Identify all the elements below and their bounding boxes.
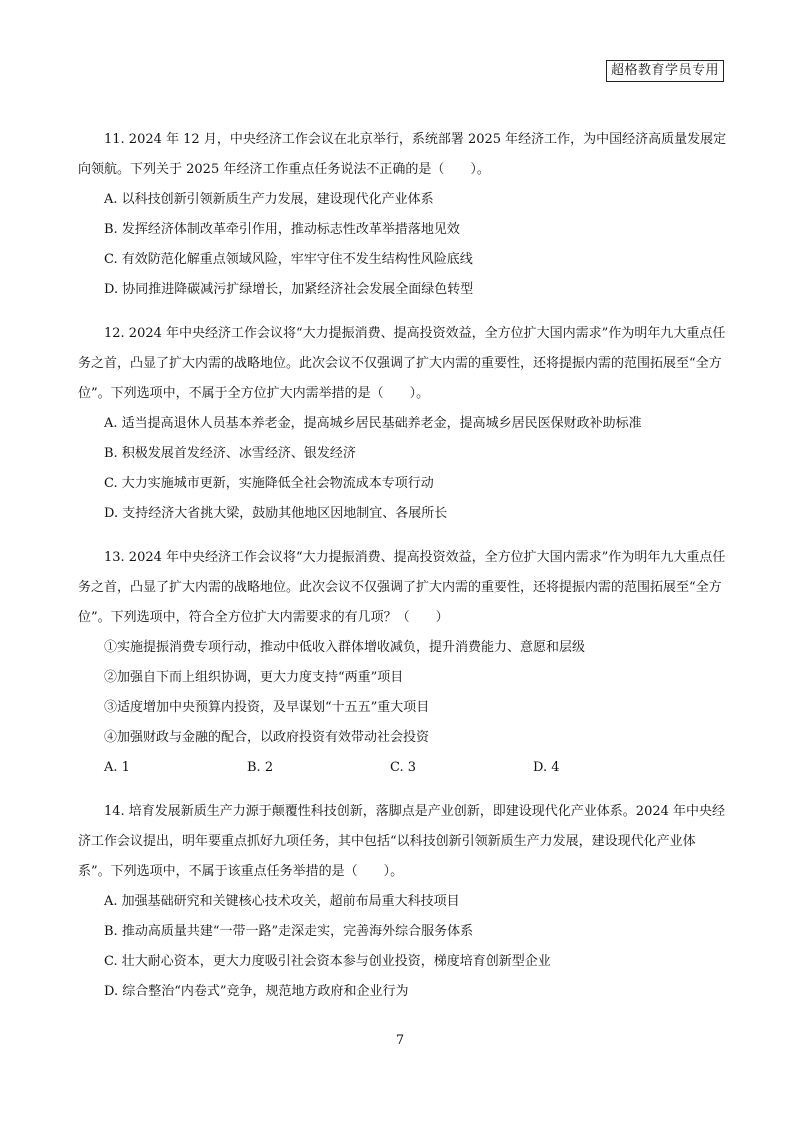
option-b: B. 推动高质量共建“一带一路”走深走实，完善海外综合服务体系 [104,924,474,939]
question-stem: 12. 2024 年中央经济工作会议将“大力提振消费、提高投资效益，全方位扩大国内需求”作为明年九大重点任务之首，凸显了扩大内需的战略地位。此次会议不仅强调了扩大内需的重要性，还将提振内需的范围拓展至“全方位”。下列选项中，不属于全方位扩大内需举措的是（ ）。 [78,326,726,401]
option-c: C. 有效防范化解重点领域风险，牢牢守住不发生结构性风险底线 [104,252,473,267]
option-d: D. 协同推进降碳减污扩绿增长，加紧经济社会发展全面绿色转型 [104,282,474,297]
option-a: A. 适当提高退休人员基本养老金，提高城乡居民基础养老金，提高城乡居民医保财政补助标准 [104,416,642,431]
statement-1: ①实施提振消费专项行动，推动中低收入群体增收减负，提升消费能力、意愿和层级 [104,640,586,655]
option-a: A. 1 [104,760,130,775]
options-row [78,753,728,783]
question-12 [78,319,728,529]
question-14 [78,797,728,1007]
statement-3: ③适度增加中央预算内投资，及早谋划“十五五”重大项目 [104,700,430,715]
option-d: D. 4 [533,760,560,775]
option-a: A. 以科技创新引领新质生产力发展，建设现代化产业体系 [104,192,434,207]
question-stem: 14. 培育发展新质生产力源于颠覆性科技创新，落脚点是产业创新，即建设现代化产业体系。2024 年中央经济工作会议提出，明年要重点抓好九项任务，其中包括“以科技创新引领新质生产力发展，建设现代化产业体系”。下列选项中，不属于该重点任务举措的是（ ）。 [78,804,726,879]
option-a: A. 加强基础研究和关键核心技术攻关，超前布局重大科技项目 [104,894,460,909]
option-c: C. 大力实施城市更新，实施降低全社会物流成本专项行动 [104,476,434,491]
option-b: B. 发挥经济体制改革牵引作用，推动标志性改革举措落地见效 [104,222,460,237]
header-badge: 超格教育学员专用 [606,60,724,82]
option-b: B. 积极发展首发经济、冰雪经济、银发经济 [104,446,356,461]
question-13 [78,543,728,783]
question-stem: 11. 2024 年 12 月，中央经济工作会议在北京举行，系统部署 2025 年经济工作，为中国经济高质量发展定向领航。下列关于 2025 年经济工作重点任务说法不正确的是（ ）。 [78,132,727,177]
statement-2: ②加强自下而上组织协调，更大力度支持“两重”项目 [104,670,404,685]
option-d: D. 支持经济大省挑大梁，鼓励其他地区因地制宜、各展所长 [104,506,448,521]
option-b: B. 2 [247,760,274,775]
option-d: D. 综合整治“内卷式”竞争，规范地方政府和企业行为 [104,984,409,999]
question-stem: 13. 2024 年中央经济工作会议将“大力提振消费、提高投资效益，全方位扩大国内需求”作为明年九大重点任务之首，凸显了扩大内需的战略地位。此次会议不仅强调了扩大内需的重要性，还将提振内需的范围拓展至“全方位”。下列选项中，符合全方位扩大内需要求的有几项？（ ） [78,550,726,625]
option-c: C. 3 [390,760,417,775]
option-c: C. 壮大耐心资本，更大力度吸引社会资本参与创业投资，梯度培育创新型企业 [104,954,551,969]
statement-4: ④加强财政与金融的配合，以政府投资有效带动社会投资 [104,730,430,745]
page-number: 7 [395,1033,405,1048]
question-11 [78,125,728,305]
question-list [78,125,728,1021]
